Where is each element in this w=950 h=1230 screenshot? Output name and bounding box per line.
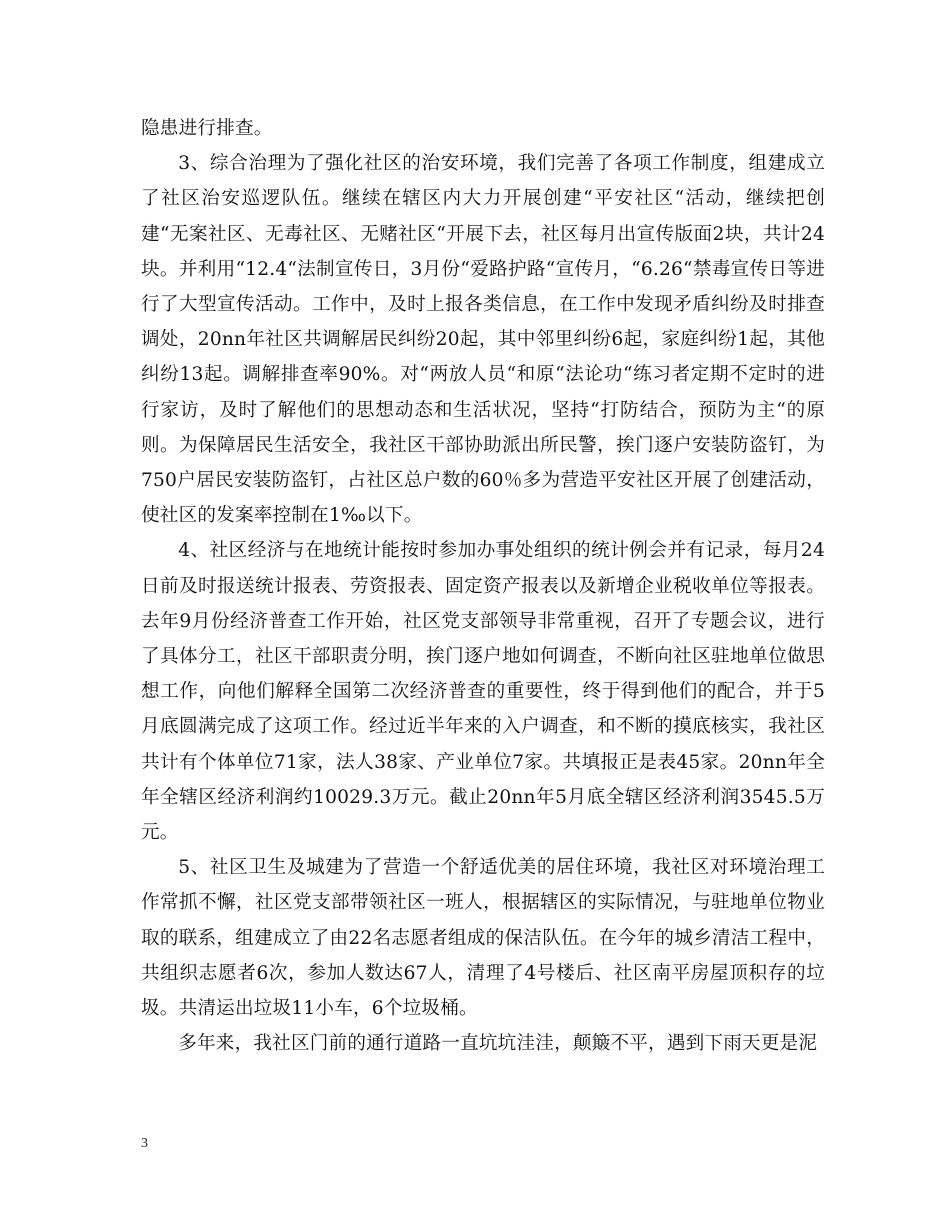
paragraph-road-conditions: 多年来，我社区门前的通行道路一直坑坑洼洼，颠簸不平，遇到下雨天更是泥 [178,1033,818,1055]
document-body [141,111,825,1061]
paragraph-continuation: 隐患进行排查。 [141,118,273,139]
paragraph-economy-statistics: 4、社区经济与在地统计能按时参加办事处组织的统计例会并有记录，每月24日前及时报送统计报表、劳资报表、固定资产报表以及新增企业税收单位等报表。去年9月份经济普查工作开始，社区党支部领导非常重视，召开了专题会议，进行了具体分工，社区干部职责分明，挨门逐户地如何调查，不断向社区驻地单位做思想工作，向他们解释全国第二次经济普查的重要性，终于得到他们的配合，并于5月底圆满完成了这项工作。经过近半年来的入户调查，和不断的摸底核实，我社区共计有个体单位71家，法人38家、产业单位7家。共填报正是表45家。20nn年全年全辖区经济利润约10029.3万元。截止20nn年5月底全辖区经济利润3545.5万元。 [141,540,825,844]
paragraph-comprehensive-governance: 3、综合治理为了强化社区的治安环境，我们完善了各项工作制度，组建成立了社区治安巡逻队伍。继续在辖区内大力开展创建“平安社区“活动，继续把创建“无案社区、无毒社区、无赌社区“开展下去，社区每月出宣传版面2块，共计24块。并利用“12.4“法制宣传日，3月份“爱路护路“宣传月，“6.26“禁毒宣传日等进行了大型宣传活动。工作中，及时上报各类信息，在工作中发现矛盾纠纷及时排查调处，20nn年社区共调解居民纠纷20起，其中邻里纠纷6起，家庭纠纷1起，其他纠纷13起。调解排查率90%。对“两放人员“和原“法论功“练习者定期不定时的进行家访，及时了解他们的思想动态和生活状况，坚持“打防结合，预防为主“的原则。为保障居民生活安全，我社区干部协助派出所民警，挨门逐户安装防盗钉，为750户居民安装防盗钉，占社区总户数的60％多为营造平安社区开展了创建活动，使社区的发案率控制在1‰以下。 [141,153,825,527]
page-number: 3 [141,1136,148,1151]
paragraph-sanitation-construction: 5、社区卫生及城建为了营造一个舒适优美的居住环境，我社区对环境治理工作常抓不懈，社区党支部带领社区一班人，根据辖区的实际情况，与驻地单位物业取的联系，组建成立了由22名志愿者组成的保洁队伍。在今年的城乡清洁工程中，共组织志愿者6次，参加人数达67人，清理了4号楼后、社区南平房屋顶积存的垃圾。共清运出垃圾11小车，6个垃圾桶。 [141,857,825,1020]
